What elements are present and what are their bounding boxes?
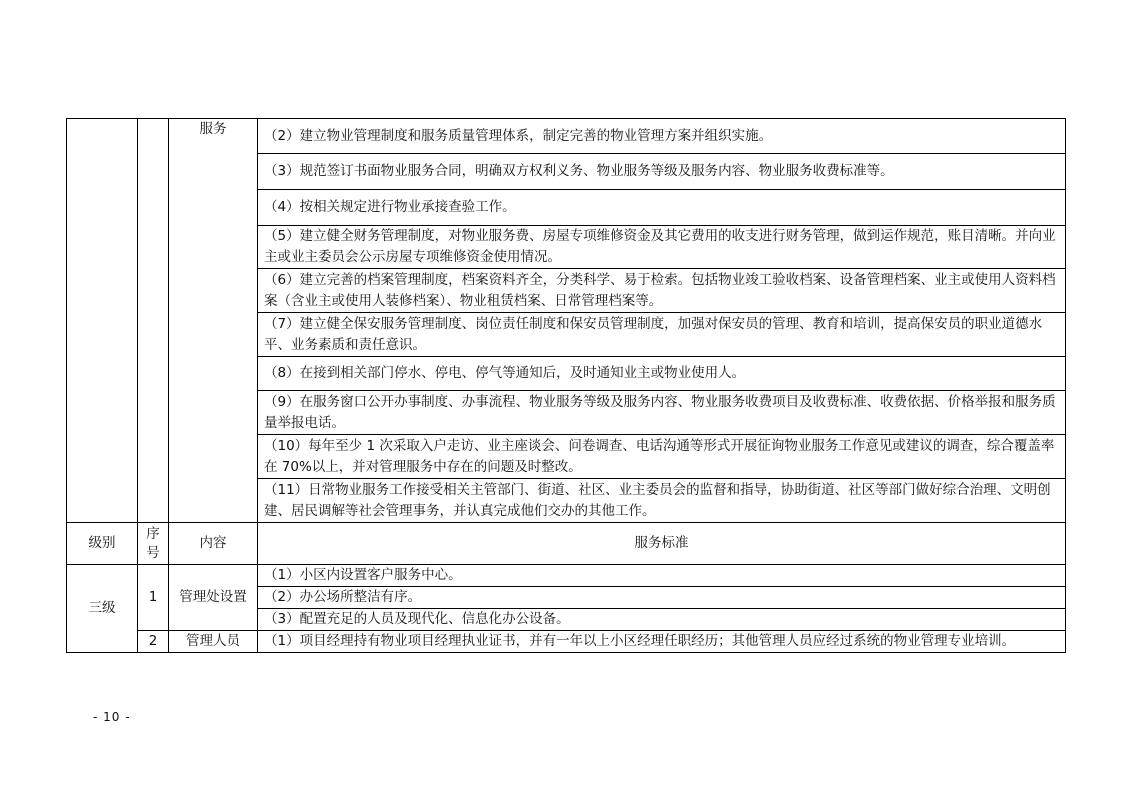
table-header-row: [67, 523, 1066, 565]
table-row: [67, 119, 1066, 154]
page-number: - 10 -: [93, 710, 131, 724]
content-cell: 管理处设置: [169, 565, 258, 631]
content-cell: 服务: [169, 119, 258, 523]
standard-item: （2）建立物业管理制度和服务质量管理体系，制定完善的物业管理方案并组织实施。: [258, 119, 1066, 154]
table-row: [67, 631, 1066, 653]
seq-cell: 2: [138, 631, 169, 653]
seq-cell-empty: [138, 119, 169, 523]
seq-cell: 1: [138, 565, 169, 631]
standard-item: （4）按相关规定进行物业承接查验工作。: [258, 190, 1066, 226]
standard-item: （2）办公场所整洁有序。: [258, 587, 1066, 609]
standard-item: （10）每年至少 1 次采取入户走访、业主座谈会、问卷调查、电话沟通等形式开展征询物业服务工作意见或建议的调查，综合覆盖率在 70%以上，并对管理服务中存在的问题及时整改。: [258, 435, 1066, 479]
standard-item: （1）小区内设置客户服务中心。: [258, 565, 1066, 587]
header-seq-line1: 序: [146, 525, 160, 542]
standard-item: （1）项目经理持有物业项目经理执业证书，并有一年以上小区经理任职经历；其他管理人员应经过系统的物业管理专业培训。: [258, 631, 1066, 653]
standard-item: （5）建立健全财务管理制度，对物业服务费、房屋专项维修资金及其它费用的收支进行财务管理，做到运作规范，账目清晰。并向业主或业主委员会公示房屋专项维修资金使用情况。: [258, 226, 1066, 269]
standard-item: （8）在接到相关部门停水、停电、停气等通知后，及时通知业主或物业使用人。: [258, 357, 1066, 391]
level-cell-empty: [67, 119, 138, 523]
standard-item: （9）在服务窗口公开办事制度、办事流程、物业服务等级及服务内容、物业服务收费项目及收费标准、收费依据、价格举报和服务质量举报电话。: [258, 391, 1066, 435]
standard-item: （3）配置充足的人员及现代化、信息化办公设备。: [258, 609, 1066, 631]
table-row: [67, 565, 1066, 587]
standard-item: （6）建立完善的档案管理制度，档案资料齐全，分类科学、易于检索。包括物业竣工验收档案、设备管理档案、业主或使用人资料档案（含业主或使用人装修档案）、物业租赁档案、日常管理档案等。: [258, 269, 1066, 313]
standard-item: （3）规范签订书面物业服务合同，明确双方权利义务、物业服务等级及服务内容、物业服务收费标准等。: [258, 154, 1066, 190]
standard-item: （7）建立健全保安服务管理制度、岗位责任制度和保安员管理制度，加强对保安员的管理、教育和培训，提高保安员的职业道德水平、业务素质和责任意识。: [258, 313, 1066, 357]
service-standards-table: [66, 118, 1066, 653]
level-cell: 三级: [67, 565, 138, 653]
header-seq: [138, 523, 169, 565]
content-cell: 管理人员: [169, 631, 258, 653]
header-content: 内容: [169, 523, 258, 565]
header-level: 级别: [67, 523, 138, 565]
standard-item: （11）日常物业服务工作接受相关主管部门、街道、社区、业主委员会的监督和指导，协助街道、社区等部门做好综合治理、文明创建、居民调解等社会管理事务，并认真完成他们交办的其他工作。: [258, 479, 1066, 523]
header-standard: 服务标准: [258, 523, 1066, 565]
header-seq-line2: 号: [146, 544, 160, 561]
